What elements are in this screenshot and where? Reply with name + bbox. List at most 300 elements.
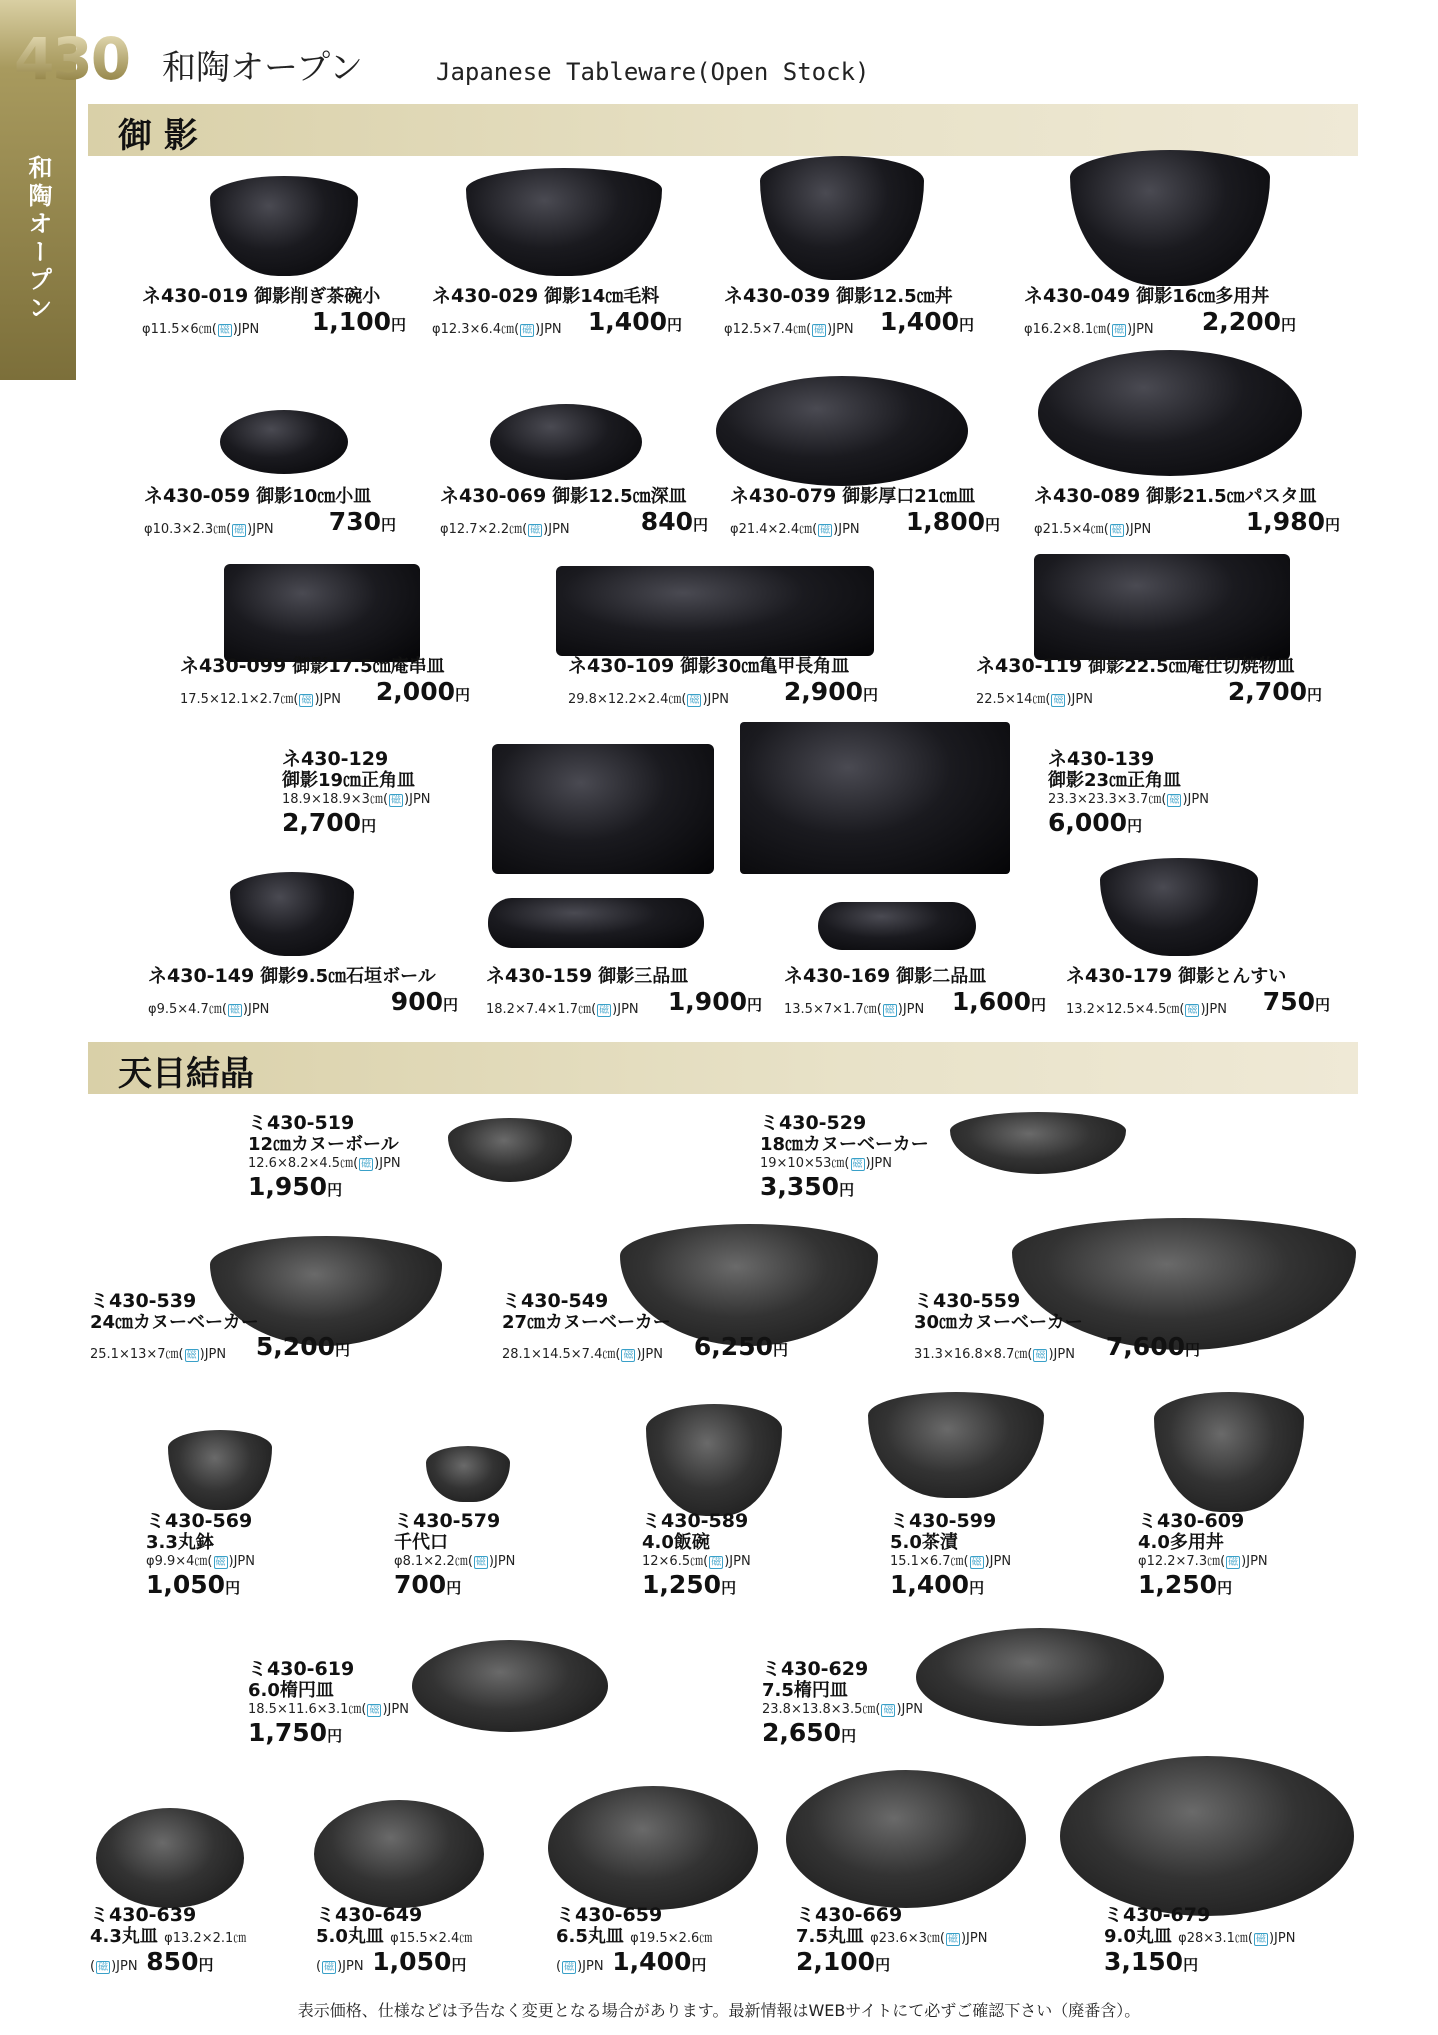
product-image: [868, 1392, 1044, 1498]
yen-unit: 円: [875, 1956, 891, 1974]
product-item: ミ430-529 18㎝カヌーベーカー 19×10×53㎝( 磁 )JPN 3,350円: [760, 1112, 960, 1204]
product-origin: JPN: [989, 1554, 1012, 1569]
product-price: 6,250: [693, 1332, 773, 1361]
product-price: 1,050: [146, 1570, 226, 1599]
product-price: 1,050: [372, 1947, 452, 1976]
product-origin: JPN: [493, 1554, 516, 1569]
product-image: [1034, 554, 1290, 660]
product-code: ミ430-559: [914, 1290, 1021, 1312]
product-image: [760, 156, 924, 280]
section-bar-tenmoku: [88, 1042, 1358, 1094]
product-code: ミ430-609: [1138, 1510, 1245, 1532]
product-item: ネ430-159 御影三品皿 18.2×7.4×1.7㎝( 磁 )JPN 1,900円: [486, 965, 762, 1017]
product-price: 1,600: [951, 987, 1031, 1016]
product-spec: φ12.3×6.4㎝: [432, 322, 515, 337]
product-price: 2,700: [1227, 677, 1307, 706]
product-item: ネ430-029 御影14㎝毛料 φ12.3×6.4㎝( 磁 )JPN 1,400円: [432, 285, 682, 337]
product-price: 3,150: [1104, 1947, 1184, 1976]
porcelain-mark-icon: 磁: [599, 1005, 610, 1016]
porcelain-mark-icon: 磁: [215, 1557, 226, 1568]
product-spec: φ13.2×2.1㎝: [164, 1931, 247, 1946]
product-spec: φ8.1×2.2㎝: [394, 1554, 468, 1569]
product-item: ミ430-519 12㎝カヌーボール 12.6×8.2×4.5㎝( 磁 )JPN 1,950円: [248, 1112, 448, 1204]
product-image: [556, 566, 874, 656]
product-origin: JPN: [832, 322, 854, 337]
product-item: ネ430-179 御影とんすい 13.2×12.5×4.5㎝( 磁 )JPN 750円: [1066, 965, 1330, 1017]
product-spec: 29.8×12.2×2.4㎝: [568, 692, 682, 707]
product-spec: 18.9×18.9×3㎝: [282, 792, 383, 807]
product-item: ミ430-579 千代口 φ8.1×2.2㎝( 磁 )JPN 700円: [394, 1510, 574, 1602]
yen-unit: 円: [334, 1341, 350, 1359]
product-spec: 15.1×6.7㎝: [890, 1554, 964, 1569]
product-code: ミ430-679: [1104, 1904, 1211, 1926]
product-item: ミ430-559 30㎝カヌーベーカー 31.3×16.8×8.7㎝( 磁 )JPN 7,600円: [914, 1290, 1200, 1362]
product-code: ミ430-579: [394, 1510, 501, 1532]
product-code: ネ430-099: [180, 655, 287, 677]
page-number-box: [0, 8, 160, 98]
product-code: ネ430-029: [432, 285, 539, 307]
product-price: 1,900: [667, 987, 747, 1016]
yen-unit: 円: [1314, 996, 1330, 1014]
product-name: 12㎝カヌーボール: [248, 1134, 399, 1155]
product-code: ネ430-149: [148, 965, 255, 987]
product-item: ネ430-039 御影12.5㎝丼 φ12.5×7.4㎝( 磁 )JPN 1,400円: [724, 285, 974, 337]
porcelain-mark-icon: 磁: [820, 525, 831, 536]
yen-unit: 円: [1183, 1956, 1199, 1974]
product-spec: φ10.3×2.3㎝: [144, 522, 227, 537]
product-image: [490, 404, 642, 480]
page-subtitle: Japanese Tableware(Open Stock): [436, 58, 870, 86]
product-name: 御影三品皿: [598, 966, 689, 987]
section-title-tenmoku: 天目結晶: [118, 1054, 254, 1094]
porcelain-mark-icon: 磁: [301, 695, 312, 706]
product-spec: 17.5×12.1×2.7㎝: [180, 692, 294, 707]
yen-unit: 円: [327, 1181, 343, 1199]
product-price: 850: [146, 1947, 199, 1976]
product-price: 2,000: [375, 677, 455, 706]
yen-unit: 円: [1184, 1341, 1200, 1359]
product-item: ミ430-649 5.0丸皿 φ15.5×2.4㎝ ( 磁 )JPN 1,050円: [316, 1904, 526, 1979]
product-code: ネ430-089: [1034, 485, 1141, 507]
yen-unit: 円: [969, 1579, 985, 1597]
product-image: [426, 1446, 510, 1502]
product-item: ネ430-109 御影30㎝亀甲長角皿 29.8×12.2×2.4㎝( 磁 )JPN 2,900円: [568, 655, 878, 707]
product-item: ネ430-049 御影16㎝多用丼 φ16.2×8.1㎝( 磁 )JPN 2,200円: [1024, 285, 1296, 337]
yen-unit: 円: [1306, 686, 1322, 704]
product-spec: φ12.7×2.2㎝: [440, 522, 523, 537]
product-price: 1,750: [248, 1718, 328, 1747]
porcelain-mark-icon: 磁: [564, 1962, 575, 1973]
product-spec: φ15.5×2.4㎝: [390, 1931, 473, 1946]
product-price: 5,200: [255, 1332, 335, 1361]
product-item: ネ430-079 御影厚口21㎝皿 φ21.4×2.4㎝( 磁 )JPN 1,800円: [730, 485, 1000, 537]
product-name: 御影9.5㎝石垣ボール: [260, 966, 436, 987]
product-name: 御影10㎝小皿: [256, 486, 372, 507]
product-item: ネ430-149 御影9.5㎝石垣ボール φ9.5×4.7㎝( 磁 )JPN 900円: [148, 965, 458, 1017]
product-code: ネ430-019: [142, 285, 249, 307]
product-code: ネ430-059: [144, 485, 251, 507]
product-item: ミ430-679 9.0丸皿 φ28×3.1㎝( 磁 )JPN 3,150円: [1104, 1904, 1334, 1979]
product-item: ミ430-629 7.5楕円皿 23.8×13.8×3.5㎝( 磁 )JPN 2,650円: [762, 1658, 962, 1750]
product-price: 1,250: [642, 1570, 722, 1599]
product-name: 御影23㎝正角皿: [1048, 770, 1182, 791]
product-name: 5.0丸皿: [316, 1926, 384, 1947]
yen-unit: 円: [327, 1727, 343, 1745]
product-code: ネ430-179: [1066, 965, 1173, 987]
porcelain-mark-icon: 磁: [1053, 695, 1064, 706]
product-name: 27㎝カヌーベーカー: [502, 1312, 671, 1333]
product-origin: JPN: [729, 1554, 751, 1569]
product-image: [1070, 150, 1270, 286]
side-label: 和陶オープン: [24, 155, 53, 323]
product-origin: JPN: [838, 522, 860, 537]
product-item: ネ430-099 御影17.5㎝庵串皿 17.5×12.1×2.7㎝( 磁 )JPN 2,000円: [180, 655, 470, 707]
product-name: 御影12.5㎝丼: [836, 286, 953, 307]
product-price: 1,400: [879, 307, 959, 336]
product-origin: JPN: [1246, 1554, 1268, 1569]
product-code: ネ430-159: [486, 965, 593, 987]
product-origin: JPN: [966, 1931, 988, 1946]
product-price: 750: [1262, 987, 1315, 1016]
product-origin: JPN: [582, 1959, 604, 1974]
product-spec: 18.5×11.6×3.1㎝: [248, 1702, 362, 1717]
product-origin: JPN: [617, 1002, 639, 1017]
product-item: ミ430-589 4.0飯碗 12×6.5㎝( 磁 )JPN 1,250円: [642, 1510, 822, 1602]
product-origin: JPN: [902, 1002, 925, 1017]
porcelain-mark-icon: 磁: [1169, 795, 1180, 806]
product-item: ミ430-639 4.3丸皿 φ13.2×2.1㎝ ( 磁 )JPN 850円: [90, 1904, 290, 1979]
product-image: [492, 744, 714, 874]
product-spec: φ9.9×4㎝: [146, 1554, 208, 1569]
footer-note: 表示価格、仕様などは予告なく変更となる場合があります。最新情報はWEBサイトにて必ずご確認下さい（廃番含）。: [297, 2001, 1141, 2020]
porcelain-mark-icon: 磁: [623, 1350, 634, 1361]
porcelain-mark-icon: 磁: [369, 1705, 380, 1716]
product-price: 840: [640, 507, 693, 536]
porcelain-mark-icon: 磁: [234, 525, 245, 536]
yen-unit: 円: [1127, 817, 1143, 835]
product-price: 900: [390, 987, 443, 1016]
porcelain-mark-icon: 磁: [814, 325, 825, 336]
product-code: ミ430-639: [90, 1904, 197, 1926]
product-image: [1100, 858, 1258, 956]
product-code: ミ430-549: [502, 1290, 609, 1312]
product-name: 9.0丸皿: [1104, 1926, 1172, 1947]
product-image: [1060, 1756, 1354, 1916]
product-image: [488, 898, 704, 948]
product-origin: JPN: [252, 522, 274, 537]
product-name: 3.3丸鉢: [146, 1532, 214, 1553]
product-origin: JPN: [641, 1347, 663, 1362]
product-price: 1,400: [612, 1947, 692, 1976]
yen-unit: 円: [1217, 1579, 1233, 1597]
product-origin: JPN: [247, 1002, 270, 1017]
product-name: 4.0飯碗: [642, 1532, 710, 1553]
yen-unit: 円: [666, 316, 682, 334]
product-price: 1,400: [890, 1570, 970, 1599]
product-name: 30㎝カヌーベーカー: [914, 1312, 1083, 1333]
yen-unit: 円: [446, 1579, 462, 1597]
product-name: 5.0茶漬: [890, 1532, 958, 1553]
porcelain-mark-icon: 磁: [947, 1934, 958, 1945]
product-spec: φ16.2×8.1㎝: [1024, 322, 1107, 337]
product-item: ネ430-129 御影19㎝正角皿 18.9×18.9×3㎝( 磁 )JPN 2,700円: [282, 748, 482, 840]
yen-unit: 円: [451, 1956, 467, 1974]
porcelain-mark-icon: 磁: [1035, 1350, 1046, 1361]
product-code: ネ430-129: [282, 748, 389, 770]
product-code: ミ430-619: [248, 1658, 355, 1680]
product-code: ミ430-669: [796, 1904, 903, 1926]
product-spec: 12.6×8.2×4.5㎝: [248, 1156, 354, 1171]
product-item: ミ430-659 6.5丸皿 φ19.5×2.6㎝ ( 磁 )JPN 1,400円: [556, 1904, 766, 1979]
yen-unit: 円: [198, 1956, 214, 1974]
yen-unit: 円: [361, 817, 377, 835]
product-name: 御影17.5㎝庵串皿: [292, 656, 445, 677]
product-spec: 25.1×13×7㎝: [90, 1347, 179, 1362]
product-item: ネ430-019 御影削ぎ茶碗小 φ11.5×6㎝( 磁 )JPN 1,100円: [142, 285, 406, 337]
product-origin: JPN: [1187, 792, 1209, 807]
product-code: ミ430-659: [556, 1904, 663, 1926]
product-price: 2,900: [783, 677, 863, 706]
product-name: 24㎝カヌーベーカー: [90, 1312, 259, 1333]
product-code: ネ430-119: [976, 655, 1083, 677]
product-spec: 23.8×13.8×3.5㎝: [762, 1702, 876, 1717]
product-spec: φ12.5×7.4㎝: [724, 322, 807, 337]
product-origin: JPN: [707, 692, 729, 707]
product-image: [220, 410, 348, 474]
yen-unit: 円: [958, 316, 974, 334]
product-origin: JPN: [901, 1702, 923, 1717]
page-number: 430: [14, 25, 130, 93]
product-image: [168, 1430, 272, 1510]
product-price: 2,700: [282, 808, 362, 837]
product-code: ミ430-569: [146, 1510, 253, 1532]
product-item: ネ430-119 御影22.5㎝庵仕切焼物皿 22.5×14㎝( 磁 )JPN 2,700円: [976, 655, 1322, 707]
product-image: [448, 1118, 572, 1182]
product-price: 3,350: [760, 1172, 840, 1201]
product-item: ミ430-619 6.0楕円皿 18.5×11.6×3.1㎝( 磁 )JPN 1,750円: [248, 1658, 448, 1750]
product-origin: JPN: [1071, 692, 1093, 707]
product-image: [230, 872, 354, 956]
product-item: ミ430-549 27㎝カヌーベーカー 28.1×14.5×7.4㎝( 磁 )JPN 6,250円: [502, 1290, 788, 1362]
product-price: 1,980: [1245, 507, 1325, 536]
product-name: 御影削ぎ茶碗小: [254, 286, 381, 307]
product-spec: 22.5×14㎝: [976, 692, 1046, 707]
product-image: [224, 564, 420, 662]
porcelain-mark-icon: 磁: [324, 1962, 335, 1973]
product-image: [740, 722, 1010, 874]
product-name: 御影21.5㎝パスタ皿: [1146, 486, 1317, 507]
product-origin: JPN: [1205, 1002, 1227, 1017]
porcelain-mark-icon: 磁: [391, 795, 402, 806]
porcelain-mark-icon: 磁: [884, 1005, 895, 1016]
product-price: 7,600: [1105, 1332, 1185, 1361]
porcelain-mark-icon: 磁: [229, 1005, 240, 1016]
product-name: 6.5丸皿: [556, 1926, 624, 1947]
porcelain-mark-icon: 磁: [1111, 525, 1122, 536]
yen-unit: 円: [721, 1579, 737, 1597]
porcelain-mark-icon: 磁: [219, 325, 230, 336]
product-origin: JPN: [237, 322, 260, 337]
product-origin: JPN: [1053, 1347, 1075, 1362]
product-name: 7.5丸皿: [796, 1926, 864, 1947]
product-spec: φ19.5×2.6㎝: [630, 1931, 713, 1946]
product-price: 1,800: [905, 507, 985, 536]
product-code: ミ430-629: [762, 1658, 869, 1680]
yen-unit: 円: [841, 1727, 857, 1745]
product-spec: 31.3×16.8×8.7㎝: [914, 1347, 1028, 1362]
product-price: 730: [328, 507, 381, 536]
product-origin: JPN: [233, 1554, 255, 1569]
product-name: 御影とんすい: [1178, 966, 1287, 987]
product-image: [646, 1404, 782, 1516]
product-price: 1,250: [1138, 1570, 1218, 1599]
product-spec: φ23.6×3㎝: [870, 1931, 940, 1946]
yen-unit: 円: [390, 316, 406, 334]
product-code: ミ430-519: [248, 1112, 355, 1134]
product-name: 6.0楕円皿: [248, 1680, 334, 1701]
porcelain-mark-icon: 磁: [883, 1705, 894, 1716]
product-name: 18㎝カヌーベーカー: [760, 1134, 929, 1155]
yen-unit: 円: [772, 1341, 788, 1359]
product-name: 御影19㎝正角皿: [282, 770, 416, 791]
product-name: 4.0多用丼: [1138, 1532, 1224, 1553]
product-image: [314, 1800, 484, 1908]
yen-unit: 円: [1324, 516, 1340, 534]
product-item: ミ430-599 5.0茶漬 15.1×6.7㎝( 磁 )JPN 1,400円: [890, 1510, 1070, 1602]
porcelain-mark-icon: 磁: [1114, 325, 1125, 336]
product-name: 御影14㎝毛料: [544, 286, 660, 307]
product-image: [1038, 350, 1302, 476]
product-origin: JPN: [116, 1959, 138, 1974]
product-image: [548, 1786, 758, 1910]
product-code: ネ430-079: [730, 485, 837, 507]
product-origin: JPN: [1274, 1931, 1296, 1946]
product-image: [96, 1808, 244, 1908]
product-spec: 13.2×12.5×4.5㎝: [1066, 1002, 1180, 1017]
product-code: ミ430-589: [642, 1510, 749, 1532]
section-title-mikage: 御 影: [118, 116, 198, 156]
yen-unit: 円: [746, 996, 762, 1014]
product-item: ミ430-669 7.5丸皿 φ23.6×3㎝( 磁 )JPN 2,100円: [796, 1904, 1026, 1979]
product-spec: φ9.5×4.7㎝: [148, 1002, 222, 1017]
product-spec: φ21.4×2.4㎝: [730, 522, 813, 537]
product-item: ネ430-059 御影10㎝小皿 φ10.3×2.3㎝( 磁 )JPN 730円: [144, 485, 396, 537]
yen-unit: 円: [691, 1956, 707, 1974]
product-code: ネ430-139: [1048, 748, 1155, 770]
section-bar-mikage: [88, 104, 1358, 156]
product-origin: JPN: [204, 1347, 227, 1362]
porcelain-mark-icon: 磁: [1187, 1005, 1198, 1016]
product-price: 1,400: [587, 307, 667, 336]
product-price: 2,650: [762, 1718, 842, 1747]
porcelain-mark-icon: 磁: [852, 1159, 863, 1170]
porcelain-mark-icon: 磁: [689, 695, 700, 706]
yen-unit: 円: [1030, 996, 1046, 1014]
product-spec: φ12.2×7.3㎝: [1138, 1554, 1221, 1569]
product-item: ネ430-169 御影二品皿 13.5×7×1.7㎝( 磁 )JPN 1,600円: [784, 965, 1046, 1017]
product-origin: JPN: [1129, 522, 1152, 537]
product-code: ネ430-169: [784, 965, 891, 987]
product-name: 千代口: [394, 1532, 448, 1553]
product-item: ミ430-569 3.3丸鉢 φ9.9×4㎝( 磁 )JPN 1,050円: [146, 1510, 326, 1602]
product-image: [466, 168, 662, 276]
product-name: 御影二品皿: [896, 966, 987, 987]
product-origin: JPN: [870, 1156, 892, 1171]
product-code: ミ430-649: [316, 1904, 423, 1926]
product-spec: 28.1×14.5×7.4㎝: [502, 1347, 616, 1362]
porcelain-mark-icon: 磁: [971, 1557, 982, 1568]
product-name: 御影30㎝亀甲長角皿: [680, 656, 850, 677]
product-image: [210, 176, 358, 276]
product-origin: JPN: [540, 322, 562, 337]
porcelain-mark-icon: 磁: [361, 1159, 372, 1170]
product-code: ネ430-069: [440, 485, 547, 507]
product-origin: JPN: [379, 1156, 401, 1171]
product-origin: JPN: [548, 522, 570, 537]
yen-unit: 円: [454, 686, 470, 704]
product-price: 6,000: [1048, 808, 1128, 837]
yen-unit: 円: [839, 1181, 855, 1199]
product-spec: 23.3×23.3×3.7㎝: [1048, 792, 1162, 807]
product-code: ミ430-539: [90, 1290, 197, 1312]
porcelain-mark-icon: 磁: [711, 1557, 722, 1568]
product-spec: φ28×3.1㎝: [1178, 1931, 1248, 1946]
product-spec: 19×10×53㎝: [760, 1156, 845, 1171]
product-image: [950, 1112, 1126, 1174]
product-name: 御影16㎝多用丼: [1136, 286, 1270, 307]
product-origin: JPN: [409, 792, 431, 807]
product-price: 700: [394, 1570, 447, 1599]
porcelain-mark-icon: 磁: [186, 1350, 197, 1361]
product-name: 7.5楕円皿: [762, 1680, 848, 1701]
product-price: 1,950: [248, 1172, 328, 1201]
product-code: ネ430-109: [568, 655, 675, 677]
product-image: [786, 1770, 1026, 1908]
product-item: ミ430-539 24㎝カヌーベーカー 25.1×13×7㎝( 磁 )JPN 5,200円: [90, 1290, 350, 1362]
product-image: [716, 376, 968, 486]
product-item: ミ430-609 4.0多用丼 φ12.2×7.3㎝( 磁 )JPN 1,250円: [1138, 1510, 1318, 1602]
product-code: ネ430-049: [1024, 285, 1131, 307]
porcelain-mark-icon: 磁: [1255, 1934, 1266, 1945]
product-item: ネ430-139 御影23㎝正角皿 23.3×23.3×3.7㎝( 磁 )JPN 6,000円: [1048, 748, 1268, 840]
porcelain-mark-icon: 磁: [522, 325, 533, 336]
product-spec: 13.5×7×1.7㎝: [784, 1002, 877, 1017]
yen-unit: 円: [984, 516, 1000, 534]
product-name: 御影12.5㎝深皿: [552, 486, 687, 507]
product-image: [818, 902, 976, 950]
yen-unit: 円: [862, 686, 878, 704]
product-price: 2,100: [796, 1947, 876, 1976]
product-code: ネ430-039: [724, 285, 831, 307]
product-origin: JPN: [1132, 322, 1154, 337]
product-code: ミ430-529: [760, 1112, 867, 1134]
porcelain-mark-icon: 磁: [98, 1962, 109, 1973]
product-item: ネ430-069 御影12.5㎝深皿 φ12.7×2.2㎝( 磁 )JPN 840円: [440, 485, 708, 537]
product-origin: JPN: [319, 692, 341, 707]
yen-unit: 円: [692, 516, 708, 534]
page-title: 和陶オープン: [162, 48, 363, 88]
porcelain-mark-icon: 磁: [475, 1557, 486, 1568]
yen-unit: 円: [442, 996, 458, 1014]
product-spec: φ11.5×6㎝: [142, 322, 212, 337]
product-spec: φ21.5×4㎝: [1034, 522, 1104, 537]
product-origin: JPN: [342, 1959, 364, 1974]
porcelain-mark-icon: 磁: [1228, 1557, 1239, 1568]
product-name: 御影22.5㎝庵仕切焼物皿: [1088, 656, 1295, 677]
product-item: ネ430-089 御影21.5㎝パスタ皿 φ21.5×4㎝( 磁 )JPN 1,980円: [1034, 485, 1340, 537]
product-spec: 12×6.5㎝: [642, 1554, 704, 1569]
product-price: 2,200: [1201, 307, 1281, 336]
